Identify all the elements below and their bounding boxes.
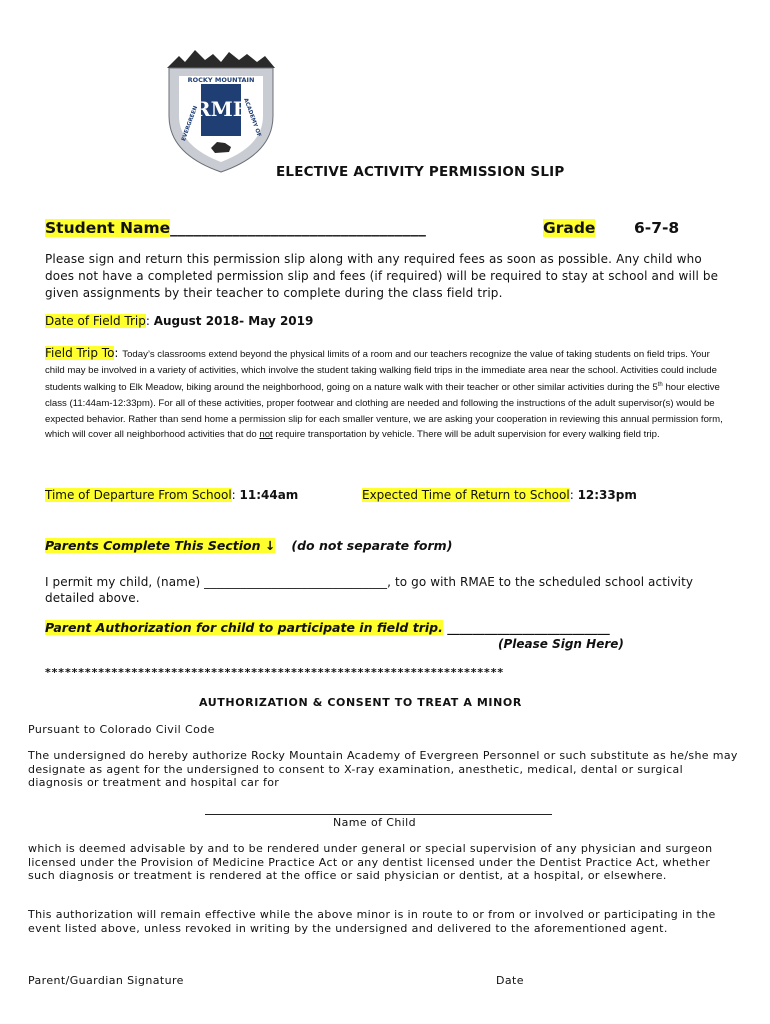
field-trip-text-1: Today’s classrooms extend beyond the physical limits of a room and our teachers recognize the value of taking students on field trips. Your child may be involved in a variety of activities, which involve the student taking walking field trips in the immediate area near the school. Activities could include students walking to Elk Meadow, biking around the neighborhood, going on a nature walk with their teacher or other similar activities during the 5 xyxy=(45,349,717,394)
school-crest-logo xyxy=(163,46,279,174)
student-name-label: Student Name xyxy=(45,219,171,237)
date-value: August 2018- May 2019 xyxy=(153,314,314,328)
student-name-row xyxy=(45,219,426,237)
date-label: Date of Field Trip xyxy=(45,314,146,328)
crest-left-text: EVERGREEN xyxy=(180,105,200,143)
grade-values: 6-7-8 xyxy=(634,219,680,237)
crest-top-text: ROCKY MOUNTAIN xyxy=(187,76,255,84)
field-trip-text-3: require transportation by vehicle. There will be adult supervision for every walking field trip. xyxy=(272,429,660,441)
authorization-blank[interactable]: __________________________ xyxy=(442,620,610,635)
field-trip-label: Field Trip To xyxy=(45,346,115,360)
parents-section-row xyxy=(45,538,452,553)
field-trip-paragraph xyxy=(45,346,730,443)
authorization-row xyxy=(45,620,610,635)
intro-paragraph: Please sign and return this permission slip along with any required fees as soon as possible. Any child who does not have a completed permission slip and fees (if required) will be required to stay at school and will be given assignments by their teacher to complete during the class field trip. xyxy=(45,252,719,300)
field-trip-date-row xyxy=(45,314,313,328)
field-trip-not: not xyxy=(259,429,273,441)
permit-text[interactable]: I permit my child, (name) ______________________________, to go with RMAE to the scheduled school activity detailed above. xyxy=(45,575,694,605)
child-name-line[interactable] xyxy=(205,814,552,815)
return-value: 12:33pm xyxy=(577,488,637,502)
parents-note: (do not separate form) xyxy=(291,538,453,553)
departure-value: 11:44am xyxy=(239,488,299,502)
departure-colon: : xyxy=(231,488,240,502)
field-trip-text-2: hour elective class (11:44am-12:33pm). For all of these activities, proper footwear and clothing are needed and following the instructions of the adult supervisor(s) would be expected behavior. Rather than send home a permission slip for each smaller venture, we are asking your cooperation in reviewing this annual permission form, which will cover all neighborhood activities that do xyxy=(45,382,723,441)
pursuant-text: Pursuant to Colorado Civil Code xyxy=(28,723,215,736)
crest-monogram: RME xyxy=(193,97,249,121)
departure-label: Time of Departure From School xyxy=(45,488,232,502)
date-signature-label[interactable]: Date xyxy=(496,974,524,987)
remain-paragraph: This authorization will remain effective while the above minor is in route to or from or involved or participating in the event listed above, unless revoked in writing by the undersigned and delivered to the aforementioned agent. xyxy=(28,908,716,935)
grade-label: Grade xyxy=(543,219,596,237)
undersigned-paragraph: The undersigned do hereby authorize Rocky Mountain Academy of Evergreen Personnel or such substitute as he/she may designate as agent for the undersigned to consent to X-ray examination, anesthetic, medical, dental or surgical diagnosis or treatment and hospital car for xyxy=(28,749,738,790)
authorization-label: Parent Authorization for child to participate in field trip. xyxy=(45,620,443,635)
return-colon: : xyxy=(569,488,578,502)
please-sign-note: (Please Sign Here) xyxy=(498,637,624,651)
student-name-blank[interactable]: _________________________________ xyxy=(170,219,426,237)
return-label: Expected Time of Return to School xyxy=(362,488,570,502)
parents-label: Parents Complete This Section ↓ xyxy=(45,538,276,553)
separator-line: ********************************************************************* xyxy=(45,666,505,679)
field-trip-colon: : xyxy=(114,346,123,360)
crest-right-text: ACADEMY OF xyxy=(242,97,262,138)
departure-row xyxy=(45,488,298,502)
consent-title: AUTHORIZATION & CONSENT TO TREAT A MINOR xyxy=(199,696,522,709)
guardian-signature-label[interactable]: Parent/Guardian Signature xyxy=(28,974,184,987)
date-colon: : xyxy=(145,314,154,328)
field-trip-sup: th xyxy=(657,382,663,389)
page-title: ELECTIVE ACTIVITY PERMISSION SLIP xyxy=(276,164,565,180)
deemed-paragraph: which is deemed advisable by and to be rendered under general or special supervision of any physician and surgeon licensed under the Provision of Medicine Practice Act or any dentist licensed under the Dentist Practice Act, whether such diagnosis or treatment is rendered at the office or said physician or dentist, at a hospital, or elsewhere. xyxy=(28,842,713,883)
child-name-label: Name of Child xyxy=(333,816,416,829)
return-row xyxy=(362,488,637,502)
